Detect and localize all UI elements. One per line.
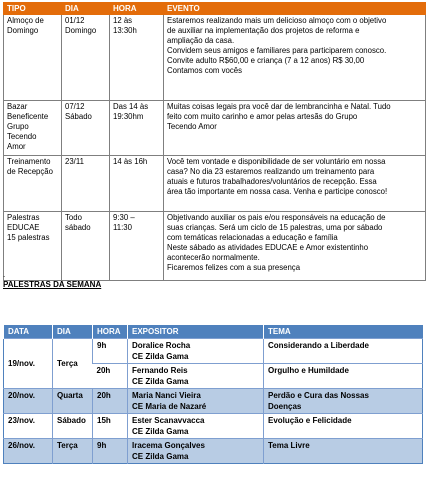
talk-theme-cell <box>264 339 423 364</box>
cell-line: Fernando Reis <box>132 366 188 375</box>
event-time-cell <box>110 15 164 101</box>
section-marker: . <box>3 270 6 279</box>
cell-line: de Recepção <box>7 167 53 176</box>
cell-line: Convite adulto R$60,00 e criança (7 a 12 anos) R$ 30,00 <box>167 56 365 65</box>
event-type-cell <box>4 101 62 156</box>
cell-line: Domingo <box>7 26 39 35</box>
talk-speaker-cell <box>128 389 264 414</box>
cell-line: Das 14 às <box>113 102 149 111</box>
cell-line: acontecerão normalmente. <box>167 253 260 262</box>
talk-date-cell: 20/nov. <box>4 389 53 414</box>
event-day-cell <box>62 15 110 101</box>
cell-line: Objetivando auxiliar os pais e/ou responsáveis na educação de <box>167 213 386 222</box>
header-dia: DIA <box>53 325 93 339</box>
cell-line: Beneficente <box>7 112 49 121</box>
event-time-cell <box>110 101 164 156</box>
talk-theme-cell <box>264 389 423 414</box>
header-hora: HORA <box>93 325 128 339</box>
cell-line: 19:30hm <box>113 112 144 121</box>
cell-line: de auxiliar na implementação dos projetos de reforma e <box>167 26 360 35</box>
cell-line: Maria Nanci Vieira <box>132 391 201 400</box>
event-row <box>4 156 426 212</box>
talk-time-cell: 20h <box>93 389 128 414</box>
cell-line: Evolução e Felicidade <box>268 416 352 425</box>
cell-line: Convidem seus amigos e familiares para participarem conosco. <box>167 46 387 55</box>
cell-line: Grupo <box>7 122 29 131</box>
cell-line: CE Zilda Gama <box>132 452 189 461</box>
cell-line: Iracema Gonçalves <box>132 441 205 450</box>
header-data: DATA <box>4 325 53 339</box>
cell-line: CE Maria de Nazaré <box>132 402 207 411</box>
talk-speaker-cell <box>128 414 264 439</box>
cell-line: CE Zilda Gama <box>132 352 189 361</box>
header-expositor: EXPOSITOR <box>128 325 264 339</box>
cell-line: suas crianças. Será um ciclo de 15 palestras, uma por sábado <box>167 223 383 232</box>
cell-line: área tão importante em nossa casa. Venha e participe conosco! <box>167 187 388 196</box>
talk-speaker-cell <box>128 364 264 389</box>
cell-line: 11:30 <box>113 223 132 232</box>
talk-date-cell: 26/nov. <box>4 439 53 464</box>
cell-line: ampliação da casa. <box>167 36 235 45</box>
cell-line: Almoço de <box>7 16 44 25</box>
talk-time-cell: 20h <box>93 364 128 389</box>
cell-line: 01/12 <box>65 16 85 25</box>
event-day-cell <box>62 156 110 212</box>
cell-line: Você tem vontade e disponibilidade de ser voluntário em nossa <box>167 157 386 166</box>
event-time-cell <box>110 156 164 212</box>
talk-row <box>4 439 423 464</box>
cell-line: Estaremos realizando mais um delicioso almoço com o objetivo <box>167 16 387 25</box>
cell-line: 9:30 – <box>113 213 135 222</box>
event-type-cell <box>4 15 62 101</box>
cell-line: Muitas coisas legais pra você dar de lembrancinha e Natal. Tudo <box>167 102 391 111</box>
cell-line: Doenças <box>268 402 302 411</box>
event-day-cell <box>62 212 110 281</box>
cell-line: Bazar <box>7 102 28 111</box>
header-evento: EVENTO <box>164 3 426 15</box>
event-description-cell <box>164 101 426 156</box>
talk-row <box>4 389 423 414</box>
talk-row <box>4 339 423 364</box>
event-time-cell <box>110 212 164 281</box>
cell-line: Sábado <box>65 112 92 121</box>
talk-speaker-cell <box>128 439 264 464</box>
events-header-row <box>4 3 426 15</box>
cell-line: Doralice Rocha <box>132 341 191 350</box>
cell-line: CE Zilda Gama <box>132 427 189 436</box>
talk-time-cell: 9h <box>93 439 128 464</box>
event-description-cell <box>164 156 426 212</box>
header-dia: DIA <box>62 3 110 15</box>
cell-line: Palestras <box>7 213 40 222</box>
talk-time-cell: 9h <box>93 339 128 364</box>
header-tipo: TIPO <box>4 3 62 15</box>
cell-line: Treinamento <box>7 157 51 166</box>
cell-line: Todo <box>65 213 82 222</box>
cell-line: Tecendo Amor <box>167 122 217 131</box>
cell-line: Contamos com vocês <box>167 66 242 75</box>
talk-date-cell: 23/nov. <box>4 414 53 439</box>
talk-theme-cell <box>264 439 423 464</box>
event-row <box>4 212 426 281</box>
events-table <box>3 2 426 281</box>
event-type-cell <box>4 212 62 281</box>
cell-line: Domingo <box>65 26 97 35</box>
section-title: PALESTRAS DA SEMANA <box>3 280 102 289</box>
talk-time-cell: 15h <box>93 414 128 439</box>
cell-line: 23/11 <box>65 157 84 166</box>
cell-line: Ficaremos felizes com a sua presença <box>167 263 301 272</box>
header-hora: HORA <box>110 3 164 15</box>
cell-line: 13:30h <box>113 26 137 35</box>
talk-date-cell: 19/nov. <box>4 339 53 389</box>
talk-weekday-cell: Terça <box>53 339 93 389</box>
event-row <box>4 101 426 156</box>
cell-line: Tecendo <box>7 132 37 141</box>
cell-line: 07/12 <box>65 102 85 111</box>
talk-weekday-cell: Quarta <box>53 389 93 414</box>
event-type-cell <box>4 156 62 212</box>
event-row <box>4 15 426 101</box>
cell-line: Amor <box>7 142 26 151</box>
talk-speaker-cell <box>128 339 264 364</box>
cell-line: Ester Scanavvacca <box>132 416 205 425</box>
cell-line: 14 às 16h <box>113 157 148 166</box>
cell-line: Perdão e Cura das Nossas <box>268 391 369 400</box>
cell-line: casa? No dia 23 estaremos realizando um treinamento para <box>167 167 375 176</box>
talk-weekday-cell: Terça <box>53 439 93 464</box>
talk-weekday-cell: Sábado <box>53 414 93 439</box>
cell-line: Neste sábado as atividades EDUCAE e Amor existentinho <box>167 243 369 252</box>
event-description-cell <box>164 15 426 101</box>
cell-line: Considerando a Liberdade <box>268 341 369 350</box>
talks-table <box>3 325 423 464</box>
event-description-cell <box>164 212 426 281</box>
cell-line: Orgulho e Humildade <box>268 366 349 375</box>
talk-theme-cell <box>264 414 423 439</box>
event-day-cell <box>62 101 110 156</box>
cell-line: atuais e futuros trabalhadores/voluntários de recepção. Essa <box>167 177 377 186</box>
talk-theme-cell <box>264 364 423 389</box>
cell-line: com temáticas relacionadas a educação e família <box>167 233 338 242</box>
talk-row <box>4 414 423 439</box>
cell-line: 12 às <box>113 16 133 25</box>
cell-line: Tema Livre <box>268 441 310 450</box>
cell-line: 15 palestras <box>7 233 50 242</box>
cell-line: CE Zilda Gama <box>132 377 189 386</box>
header-tema: TEMA <box>264 325 423 339</box>
talks-header-row <box>4 325 423 339</box>
cell-line: feito com muito carinho e amor pelas artesãs do Grupo <box>167 112 358 121</box>
cell-line: EDUCAE <box>7 223 40 232</box>
cell-line: sábado <box>65 223 91 232</box>
